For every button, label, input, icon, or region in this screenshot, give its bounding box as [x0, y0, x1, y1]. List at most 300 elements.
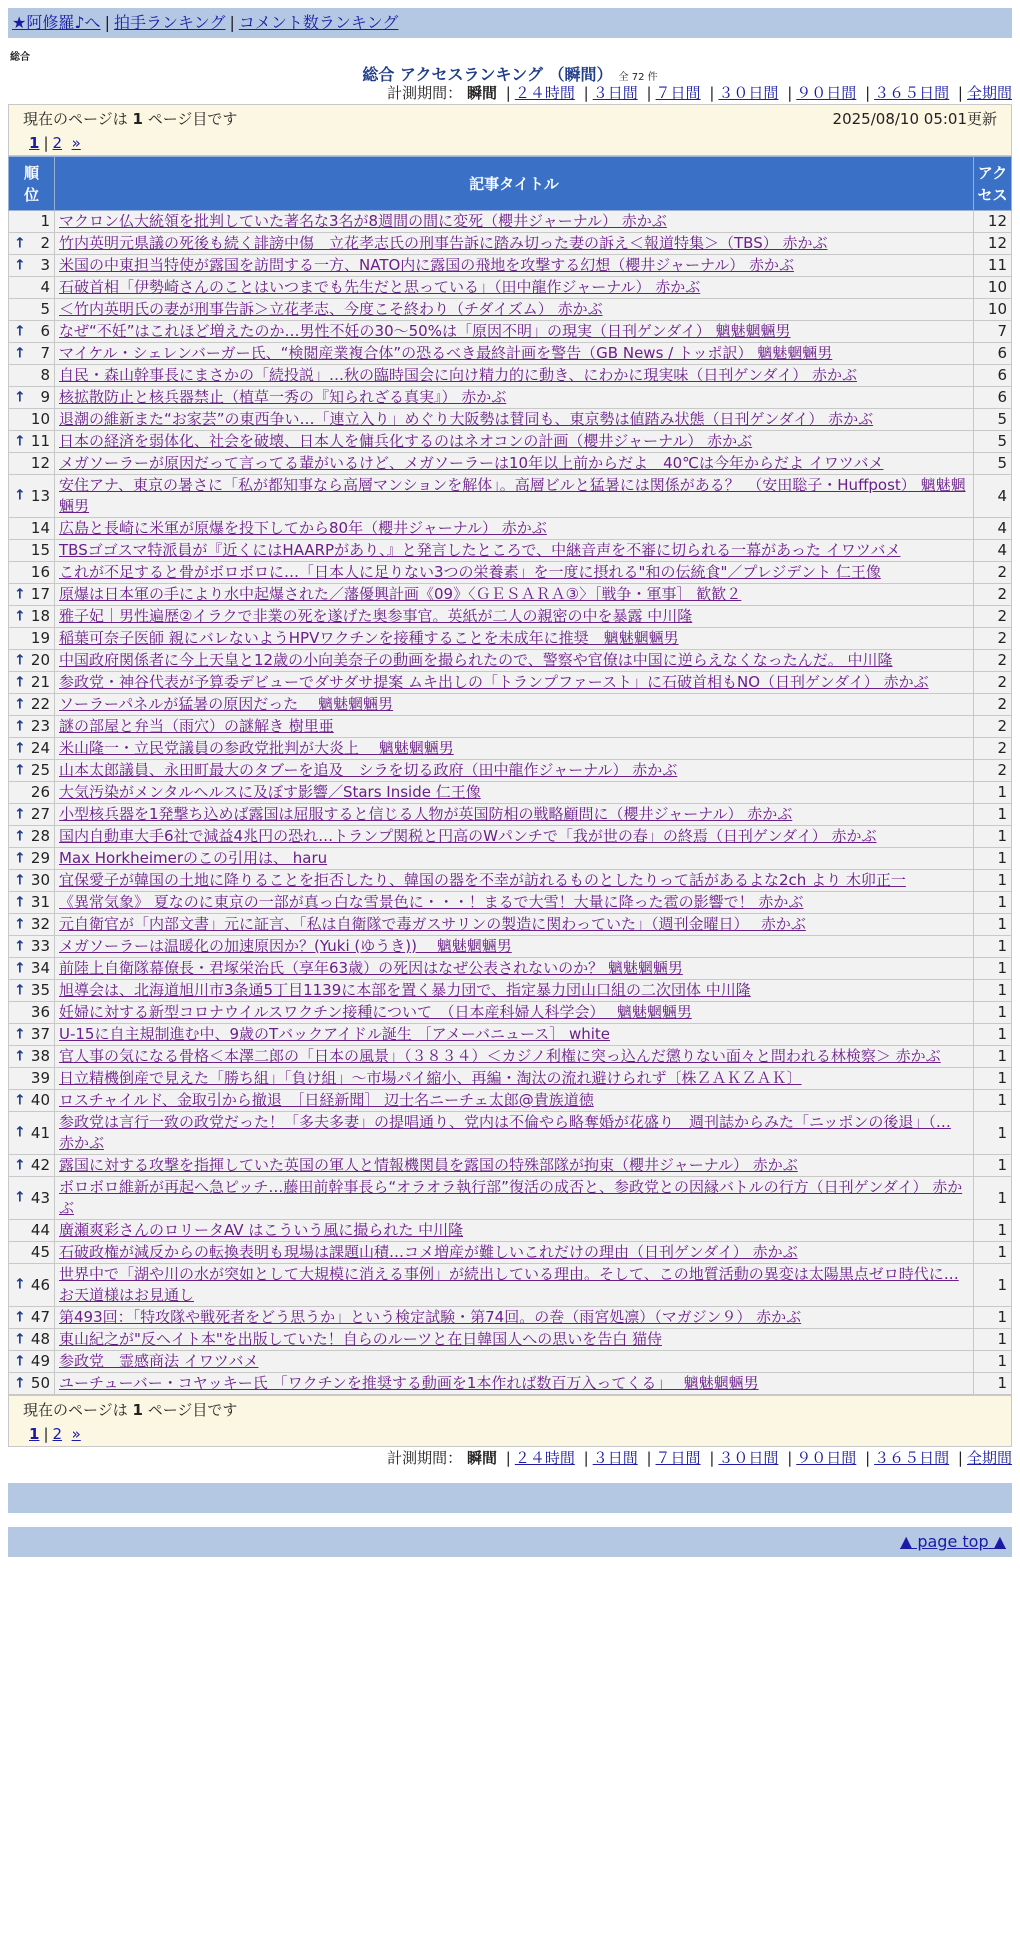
rank-number: 20 [30, 651, 50, 669]
article-link[interactable]: 大気汚染がメンタルヘルスに及ぼす影響／Stars Inside 仁王像 [59, 783, 481, 801]
table-row [9, 848, 1012, 870]
article-link[interactable]: 日立精機倒産で見えた「勝ち組」「負け組」〜市場パイ縮小、再編・淘汰の流れ避けられず〔株ＺＡＫＺＡＫ〕 [59, 1069, 802, 1087]
rank-cell [9, 650, 55, 672]
article-link[interactable]: メガソーラーは温暖化の加速原因か？(Yuki (ゆうき)) 魑魅魍魎男 [59, 937, 512, 955]
article-link[interactable]: 《異常気象》 夏なのに東京の一部が真っ白な雪景色に・・・！まるで大雪！大量に降った雹の影響で！ 赤かぶ [59, 893, 804, 911]
up-arrow-icon: ↑ [14, 1026, 26, 1042]
access-count: 6 [974, 365, 1012, 387]
table-row [9, 1068, 1012, 1090]
title-cell [55, 255, 974, 277]
rank-number: 26 [30, 783, 50, 801]
pager-bottom: 現在のページは 1 ページ目です 1 | 2 » [8, 1395, 1012, 1447]
table-row [9, 453, 1012, 475]
up-arrow-icon: ↑ [14, 487, 26, 504]
access-count: 1 [974, 804, 1012, 826]
access-count: 1 [974, 1112, 1012, 1155]
title-cell [55, 1351, 974, 1373]
article-link[interactable]: 小型核兵器を1発撃ち込めば露国は屈服すると信じる人物が英国防相の戦略顧問に（櫻井ジャーナル） 赤かぶ [59, 805, 793, 823]
page-link-2[interactable]: 2 [52, 134, 63, 152]
article-link[interactable]: 宜保愛子が韓国の土地に降りることを拒否したり、韓国の器を不幸が訪れるものとしたりって話があるよな2ch より 木卯正一 [59, 871, 906, 889]
rank-number: 1 [40, 212, 50, 230]
title-cell [55, 650, 974, 672]
rank-number: 36 [30, 1003, 50, 1021]
article-link[interactable]: 妊婦に対する新型コロナウイルスワクチン接種について （日本産科婦人科学会） 魑魅魍魎男 [59, 1003, 692, 1021]
title-cell [55, 1329, 974, 1351]
table-row [9, 518, 1012, 540]
article-link[interactable]: 核拡散防止と核兵器禁止（植草一秀の『知られざる真実』） 赤かぶ [59, 388, 507, 406]
article-link[interactable]: 参政党・神谷代表が予算委デビューでダサダサ提案 ムキ出しの「トランプファースト」に石破首相もNO（日刊ゲンダイ） 赤かぶ [59, 673, 929, 691]
up-arrow-icon: ↑ [14, 982, 26, 998]
table-row [9, 958, 1012, 980]
table-row [9, 431, 1012, 453]
access-count: 1 [974, 826, 1012, 848]
rank-cell [9, 848, 55, 870]
updated-timestamp: 2025/08/10 05:01更新 [832, 110, 997, 128]
title-cell [55, 606, 974, 628]
article-link[interactable]: 東山紀之が"反ヘイト本"を出版していた！自らのルーツと在日韓国人への思いを告白 猫侍 [59, 1330, 662, 1348]
title-cell [55, 475, 974, 518]
rank-cell [9, 936, 55, 958]
up-arrow-icon: ↑ [14, 806, 26, 822]
rank-cell [9, 738, 55, 760]
period-link-24h[interactable]: ２４時間 [514, 84, 575, 102]
rank-number: 27 [30, 805, 50, 823]
access-count: 10 [974, 277, 1012, 299]
rank-cell [9, 233, 55, 255]
article-link[interactable]: 謎の部屋と弁当（雨穴）の謎解き 樹里亜 [59, 717, 334, 735]
article-link[interactable]: 官人事の気になる骨格＜本澤二郎の「日本の風景」（３８３４）＜カジノ利権に突っ込んだ懲りない面々と問われる林検察＞ 赤かぶ [59, 1047, 941, 1065]
access-count: 1 [974, 1002, 1012, 1024]
rank-number: 38 [30, 1047, 50, 1065]
rank-number: 24 [30, 739, 50, 757]
rank-cell [9, 716, 55, 738]
rank-number: 32 [30, 915, 50, 933]
article-link[interactable]: 山本太郎議員、永田町最大のタブーを追及 シラを切る政府（田中龍作ジャーナル） 赤かぶ [59, 761, 678, 779]
rank-cell [9, 1068, 55, 1090]
rank-cell [9, 694, 55, 716]
period-link-365d[interactable]: ３６５日間 [874, 1449, 950, 1467]
article-link[interactable]: ソーラーパネルが猛暑の原因だった 魑魅魍魎男 [59, 695, 394, 713]
article-link[interactable]: ユーチューバー・コヤッキー氏 「ワクチンを推奨する動画を1本作れば数百万入ってくる」 魑魅魍魎男 [59, 1374, 759, 1392]
table-row [9, 1177, 1012, 1220]
table-row [9, 1242, 1012, 1264]
rank-number: 40 [30, 1091, 50, 1109]
article-link[interactable]: 石破政権が減反からの転換表明も現場は課題山積…コメ増産が難しいこれだけの理由（日刊ゲンダイ） 赤かぶ [59, 1243, 798, 1261]
rank-number: 31 [30, 893, 50, 911]
rank-cell [9, 277, 55, 299]
article-link[interactable]: ボロボロ維新が再起へ急ピッチ…藤田前幹事長ら“オラオラ執行部”復活の成否と、参政党との因縁バトルの行方（日刊ゲンダイ） 赤かぶ [59, 1178, 963, 1217]
article-link[interactable]: 廣瀬爽彩さんのロリータAV はこういう風に撮られた 中川隆 [59, 1221, 464, 1239]
title-cell [55, 1373, 974, 1395]
period-link-24h[interactable]: ２４時間 [514, 1449, 575, 1467]
rank-number: 33 [30, 937, 50, 955]
access-count: 7 [974, 321, 1012, 343]
rank-cell [9, 1307, 55, 1329]
rank-cell [9, 584, 55, 606]
article-link[interactable]: Max Horkheimerのこの引用は、 haru [59, 849, 328, 867]
up-arrow-icon: ↑ [14, 1092, 26, 1108]
article-link[interactable]: これが不足すると骨がボロボロに…「日本人に足りない3つの栄養素」を一度に摂れる"和の伝統食"／プレジデント 仁王像 [59, 563, 881, 581]
rank-cell [9, 826, 55, 848]
access-count: 6 [974, 343, 1012, 365]
rank-cell [9, 672, 55, 694]
access-count: 10 [974, 299, 1012, 321]
rank-cell [9, 1155, 55, 1177]
table-row [9, 628, 1012, 650]
title-cell [55, 892, 974, 914]
access-count: 4 [974, 475, 1012, 518]
table-row [9, 1002, 1012, 1024]
table-row [9, 211, 1012, 233]
rank-cell [9, 870, 55, 892]
table-row [9, 892, 1012, 914]
up-arrow-icon: ↑ [14, 345, 26, 361]
access-count: 1 [974, 1329, 1012, 1351]
article-link[interactable]: 竹内英明元県議の死後も続く誹謗中傷 立花孝志氏の刑事告訴に踏み切った妻の訴え＜報道特集＞（TBS） 赤かぶ [59, 234, 828, 252]
header-access: アクセス [974, 157, 1012, 211]
access-count: 5 [974, 409, 1012, 431]
rank-number: 34 [30, 959, 50, 977]
article-link[interactable]: 退潮の維新また“お家芸”の東西争い…「連立入り」めぐり大阪勢は賛同も、東京勢は値踏み状態（日刊ゲンダイ） 赤かぶ [59, 410, 874, 428]
period-selector-top: 計測期間： 瞬間 | ２４時間 | ３日間 | ７日間 | ３０日間 | ９０日間 | ３６５日間 | 全期間 [387, 84, 1012, 102]
table-row [9, 1024, 1012, 1046]
rank-number: 15 [30, 541, 50, 559]
article-link[interactable]: 広島と長崎に米軍が原爆を投下してから80年（櫻井ジャーナル） 赤かぶ [59, 519, 547, 537]
article-link[interactable]: 前陸上自衛隊幕僚長・君塚栄治氏（享年63歳）の死因はなぜ公表されないのか？ 魑魅魍魎男 [59, 959, 683, 977]
period-link-30d[interactable]: ３０日間 [718, 1449, 779, 1467]
rank-number: 45 [30, 1243, 50, 1261]
article-link[interactable]: ロスチャイルド、金取引から撤退 ［日経新聞］ 辺士名ニーチェ太郎@貴族道徳 [59, 1091, 594, 1109]
title-cell [55, 409, 974, 431]
access-count: 1 [974, 870, 1012, 892]
access-count: 2 [974, 716, 1012, 738]
rank-number: 44 [30, 1221, 50, 1239]
rank-cell [9, 1046, 55, 1068]
rank-number: 21 [30, 673, 50, 691]
rank-number: 16 [30, 563, 50, 581]
title-cell [55, 1024, 974, 1046]
title-cell [55, 738, 974, 760]
title-cell [55, 760, 974, 782]
access-count: 1 [974, 848, 1012, 870]
article-link[interactable]: 米国の中東担当特使が露国を訪問する一方、NATO内に露国の飛地を攻撃する幻想（櫻井ジャーナル） 赤かぶ [59, 256, 795, 274]
table-row [9, 1329, 1012, 1351]
table-row [9, 299, 1012, 321]
article-link[interactable]: 国内自動車大手6社で減益4兆円の恐れ…トランプ関税と円高のWパンチで「我が世の春」の終焉（日刊ゲンダイ） 赤かぶ [59, 827, 877, 845]
title-cell [55, 1220, 974, 1242]
article-link[interactable]: 雅子妃｜男性遍歴②イラクで非業の死を遂げた奥参事官。英紙が二人の親密の中を暴露 中川隆 [59, 607, 693, 625]
article-link[interactable]: 第493回：「特攻隊や戦死者をどう思うか」という検定試験・第74回。の巻（雨宮処凛）（マガジン９） 赤かぶ [59, 1308, 802, 1326]
rank-cell [9, 475, 55, 518]
title-cell [55, 1264, 974, 1307]
period-link-all[interactable]: 全期間 [966, 1449, 1012, 1467]
rank-cell [9, 1024, 55, 1046]
access-count: 2 [974, 628, 1012, 650]
title-cell [55, 233, 974, 255]
title-cell [55, 1068, 974, 1090]
title-cell [55, 870, 974, 892]
access-count: 1 [974, 1351, 1012, 1373]
rank-cell [9, 562, 55, 584]
rank-number: 43 [30, 1188, 50, 1207]
up-arrow-icon: ↑ [14, 696, 26, 712]
up-arrow-icon: ↑ [14, 1048, 26, 1064]
article-link[interactable]: 原爆は日本軍の手により水中起爆された／藩優興計画《09》〈ＧＥＳＡＲＡ③〉［戦争・軍事］ 歓歓２ [59, 585, 742, 603]
up-arrow-icon: ↑ [14, 1375, 26, 1391]
table-row [9, 255, 1012, 277]
title-cell [55, 694, 974, 716]
rank-number: 18 [30, 607, 50, 625]
period-link-90d[interactable]: ９０日間 [796, 84, 857, 102]
article-link[interactable]: マイケル・シェレンバーガー氏、“検閲産業複合体”の恐るべき最終計画を警告（GB News / トッポ訳） 魑魅魍魎男 [59, 344, 833, 362]
rank-cell [9, 892, 55, 914]
rank-cell [9, 1112, 55, 1155]
rank-number: 8 [40, 366, 50, 384]
article-link[interactable]: TBSゴゴスマ特派員が『近くにはHAARPがあり、』と発言したところで、中継音声を不審に切られる一幕があった イワツバメ [59, 541, 901, 559]
up-arrow-icon: ↑ [14, 652, 26, 668]
table-row [9, 804, 1012, 826]
period-link-all[interactable]: 全期間 [966, 84, 1012, 102]
title-cell [55, 782, 974, 804]
access-count: 2 [974, 606, 1012, 628]
access-count: 1 [974, 980, 1012, 1002]
table-row [9, 1264, 1012, 1307]
category-label: 総合 [10, 52, 30, 63]
rank-number: 30 [30, 871, 50, 889]
table-row [9, 760, 1012, 782]
title-cell [55, 628, 974, 650]
rank-number: 46 [30, 1275, 50, 1294]
access-count: 1 [974, 1264, 1012, 1307]
rank-cell [9, 782, 55, 804]
rank-cell [9, 321, 55, 343]
rank-cell [9, 1351, 55, 1373]
period-link-7d[interactable]: ７日間 [655, 84, 701, 102]
table-row [9, 936, 1012, 958]
up-arrow-icon: ↑ [14, 1276, 26, 1293]
header-title: 記事タイトル [55, 157, 974, 211]
title-cell [55, 343, 974, 365]
nav-link-applause-ranking[interactable]: 拍手ランキング [113, 13, 226, 32]
table-row [9, 540, 1012, 562]
access-count: 1 [974, 1090, 1012, 1112]
rank-cell [9, 1264, 55, 1307]
period-label: 計測期間： [387, 1449, 463, 1467]
rank-number: 11 [30, 432, 50, 450]
page-next-link[interactable]: » [71, 1425, 81, 1443]
article-link[interactable]: なぜ“不妊”はこれほど増えたのか…男性不妊の30〜50%は「原因不明」の現実（日刊ゲンダイ） 魑魅魍魎男 [59, 322, 791, 340]
table-row [9, 277, 1012, 299]
up-arrow-icon: ↑ [14, 1157, 26, 1173]
up-arrow-icon: ↑ [14, 828, 26, 844]
table-row [9, 1373, 1012, 1395]
up-arrow-icon: ↑ [14, 389, 26, 405]
access-count: 1 [974, 1373, 1012, 1395]
up-arrow-icon: ↑ [14, 433, 26, 449]
table-row [9, 1155, 1012, 1177]
article-link[interactable]: 露国に対する攻撃を指揮していた英国の軍人と情報機関員を露国の特殊部隊が拘束（櫻井ジャーナル） 赤かぶ [59, 1156, 798, 1174]
article-link[interactable]: 日本の経済を弱体化、社会を破壊、日本人を傭兵化するのはネオコンの計画（櫻井ジャーナル） 赤かぶ [59, 432, 753, 450]
up-arrow-icon: ↑ [14, 1124, 26, 1141]
access-count: 4 [974, 540, 1012, 562]
access-count: 2 [974, 760, 1012, 782]
nav-link-asyura[interactable]: ★阿修羅♪へ [12, 13, 101, 32]
period-link-7d[interactable]: ７日間 [655, 1449, 701, 1467]
access-count: 12 [974, 211, 1012, 233]
nav-link-comment-ranking[interactable]: コメント数ランキング [238, 13, 399, 32]
up-arrow-icon: ↑ [14, 762, 26, 778]
title-cell [55, 958, 974, 980]
article-link[interactable]: マクロン仏大統領を批判していた著名な3名が8週間の間に変死（櫻井ジャーナル） 赤かぶ [59, 212, 667, 230]
table-row [9, 716, 1012, 738]
rank-number: 42 [30, 1156, 50, 1174]
rank-cell [9, 365, 55, 387]
title-cell [55, 1112, 974, 1155]
period-link-3d[interactable]: ３日間 [592, 84, 638, 102]
rank-cell [9, 760, 55, 782]
table-row [9, 233, 1012, 255]
article-link[interactable]: 中国政府関係者に今上天皇と12歳の小向美奈子の動画を撮られたので、警察や官僚は中国に逆らえなくなったんだ。 中川隆 [59, 651, 893, 669]
title-cell [55, 277, 974, 299]
rank-cell [9, 1220, 55, 1242]
up-arrow-icon: ↑ [14, 740, 26, 756]
rank-number: 12 [30, 454, 50, 472]
article-link[interactable]: 稲葉可奈子医師 親にバレないようHPVワクチンを接種することを未成年に推奨 魑魅魍魎男 [59, 629, 679, 647]
up-arrow-icon: ↑ [14, 718, 26, 734]
access-count: 4 [974, 518, 1012, 540]
article-link[interactable]: 参政党は言行一致の政党だった！「多夫多妻」の提唱通り、党内は不倫やら略奪婚が花盛り 週刊誌からみた「ニッポンの後退」（… 赤かぶ [59, 1113, 951, 1152]
table-row [9, 409, 1012, 431]
article-link[interactable]: 自民・森山幹事長にまさかの「続投説」…秋の臨時国会に向け精力的に動き、にわかに現実味（日刊ゲンダイ） 赤かぶ [59, 366, 857, 384]
rank-cell [9, 299, 55, 321]
access-count: 12 [974, 233, 1012, 255]
page-link-1[interactable]: 1 [29, 1425, 40, 1443]
article-link[interactable]: メガソーラーが原因だって言ってる輩がいるけど、メガソーラーは10年以上前からだよ 40℃は今年からだよ イワツバメ [59, 454, 884, 472]
table-row [9, 562, 1012, 584]
access-count: 11 [974, 255, 1012, 277]
period-link-30d[interactable]: ３０日間 [718, 84, 779, 102]
rank-cell [9, 431, 55, 453]
up-arrow-icon: ↑ [14, 960, 26, 976]
table-row [9, 1220, 1012, 1242]
rank-cell [9, 1373, 55, 1395]
rank-cell [9, 1090, 55, 1112]
rank-cell [9, 518, 55, 540]
article-link[interactable]: 世界中で「湖や川の水が突如として大規模に消える事例」が続出している理由。そして、この地質活動の異変は太陽黒点ゼロ時代に… お天道様はお見通し [59, 1265, 959, 1304]
title-cell [55, 848, 974, 870]
rank-cell [9, 1329, 55, 1351]
table-row [9, 365, 1012, 387]
access-count: 1 [974, 914, 1012, 936]
up-arrow-icon: ↑ [14, 894, 26, 910]
period-link-365d[interactable]: ３６５日間 [874, 84, 950, 102]
rank-cell [9, 804, 55, 826]
access-count: 2 [974, 650, 1012, 672]
rank-number: 19 [30, 629, 50, 647]
header-rank: 順位 [9, 157, 55, 211]
period-selector-bottom: 計測期間： 瞬間 | ２４時間 | ３日間 | ７日間 | ３０日間 | ９０日間 | ３６５日間 | 全期間 [387, 1449, 1012, 1467]
title-cell [55, 1090, 974, 1112]
rank-number: 49 [30, 1352, 50, 1370]
title-cell [55, 562, 974, 584]
title-cell [55, 211, 974, 233]
title-cell [55, 826, 974, 848]
total-count: 全 72 件 [618, 72, 658, 83]
article-link[interactable]: 旭導会は、北海道旭川市3条通5丁目1139に本部を置く暴力団で、指定暴力団山口組の二次団体 中川隆 [59, 981, 751, 999]
page-link-1[interactable]: 1 [29, 134, 40, 152]
table-row [9, 826, 1012, 848]
table-row [9, 321, 1012, 343]
up-arrow-icon: ↑ [14, 1353, 26, 1369]
top-nav-bar [8, 8, 1012, 38]
table-row [9, 672, 1012, 694]
access-count: 1 [974, 1046, 1012, 1068]
ranking-table [8, 156, 1012, 1395]
rank-number: 4 [40, 278, 50, 296]
title-cell [55, 584, 974, 606]
access-count: 1 [974, 892, 1012, 914]
table-row [9, 738, 1012, 760]
rank-number: 13 [30, 486, 50, 505]
access-count: 2 [974, 562, 1012, 584]
rank-number: 2 [40, 234, 50, 252]
up-arrow-icon: ↑ [14, 850, 26, 866]
rank-number: 10 [30, 410, 50, 428]
period-label: 計測期間： [387, 84, 463, 102]
rank-cell [9, 255, 55, 277]
up-arrow-icon: ↑ [14, 938, 26, 954]
title-cell [55, 387, 974, 409]
rank-cell [9, 211, 55, 233]
period-link-90d[interactable]: ９０日間 [796, 1449, 857, 1467]
rank-cell [9, 628, 55, 650]
rank-number: 9 [40, 388, 50, 406]
title-cell [55, 365, 974, 387]
table-row [9, 782, 1012, 804]
article-link[interactable]: U-15に自主規制進む中、9歳のTバックアイドル誕生 ［アメーバニュース］ white [59, 1025, 611, 1043]
up-arrow-icon: ↑ [14, 1331, 26, 1347]
table-row [9, 870, 1012, 892]
period-link-3d[interactable]: ３日間 [592, 1449, 638, 1467]
title-cell [55, 1307, 974, 1329]
page-top-link[interactable]: ▲ page top ▲ [899, 1532, 1006, 1551]
access-count: 1 [974, 1220, 1012, 1242]
rank-number: 6 [40, 322, 50, 340]
up-arrow-icon: ↑ [14, 257, 26, 273]
access-count: 2 [974, 738, 1012, 760]
page-link-2[interactable]: 2 [52, 1425, 63, 1443]
access-count: 2 [974, 694, 1012, 716]
article-link[interactable]: 参政党 霊感商法 イワツバメ [59, 1352, 259, 1370]
article-link[interactable]: 米山隆一・立民党議員の参政党批判が大炎上 魑魅魍魎男 [59, 739, 454, 757]
up-arrow-icon: ↑ [14, 608, 26, 624]
access-count: 1 [974, 1155, 1012, 1177]
title-cell [55, 299, 974, 321]
article-link[interactable]: 安住アナ、東京の暑さに「私が都知事なら高層マンションを解体」。高層ビルと猛暑には関係がある？ （安田聡子・Huffpost） 魑魅魍魎男 [59, 476, 966, 515]
rank-cell [9, 1002, 55, 1024]
table-row [9, 1090, 1012, 1112]
article-link[interactable]: ＜竹内英明氏の妻が刑事告訴＞立花孝志、今度こそ終わり（チダイズム） 赤かぶ [59, 300, 603, 318]
page-next-link[interactable]: » [71, 134, 81, 152]
article-link[interactable]: 元自衛官が「内部文書」元に証言、「私は自衛隊で毒ガスサリンの製造に関わっていた」（週刊金曜日） 赤かぶ [59, 915, 806, 933]
access-count: 1 [974, 1177, 1012, 1220]
title-cell [55, 672, 974, 694]
title-cell [55, 716, 974, 738]
title-cell [55, 431, 974, 453]
table-row [9, 1351, 1012, 1373]
rank-number: 50 [30, 1374, 50, 1392]
article-link[interactable]: 石破首相「伊勢崎さんのことはいつまでも先生だと思っている」（田中龍作ジャーナル） 赤かぶ [59, 278, 701, 296]
